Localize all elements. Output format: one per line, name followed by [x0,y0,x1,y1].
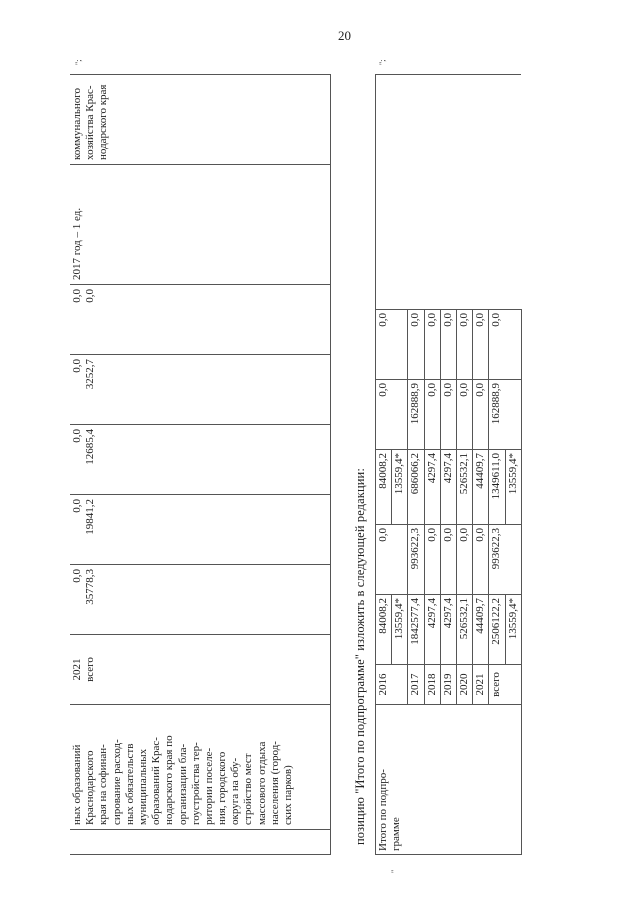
fb-2016: 0,0 [376,525,408,595]
total-2016-b: 13559,4* [392,595,408,665]
kb-2021: 0,0 [71,429,83,443]
total-2017: 1842577,4 [408,595,424,665]
kb-all-b: 13559,4* [505,450,521,525]
mb-all: 162888,9 [489,380,521,450]
event-name-line: ритории поселе- [202,747,215,825]
total-label-line: грамме [390,817,403,851]
event-name-line: населения (город- [268,741,281,825]
event-name-line: ных обязательств [123,743,136,825]
regional-budget-cell [70,425,330,495]
subprogram-table-fragment [70,74,331,855]
fb-all: 993622,3 [489,525,521,595]
event-name-line: ния, городского [216,751,229,825]
event-name-line: гоустройства тер- [189,742,202,825]
event-name-line: стройство мест [242,753,255,825]
vb-2018: 0,0 [424,310,440,380]
event-name-line: округа на обу- [229,757,242,825]
kb-2021: 44409,7 [473,450,489,525]
executor-line: коммунального [71,88,83,160]
event-name-line: ских парков) [282,765,294,825]
event-name-line: организации бла- [176,743,189,825]
kb-all-a: 1349611,0 [489,450,505,525]
kb-2016-b: 13559,4* [392,450,408,525]
total-2021: 44409,7 [473,595,489,665]
event-name-cell [70,705,330,830]
vb-2016: 0,0 [376,310,408,380]
fb-2017: 993622,3 [408,525,424,595]
closing-quote-top: "; [74,59,83,65]
total-all-b: 13559,4* [505,595,521,665]
executor-line: нодарского края [97,84,110,160]
event-name-line: ных образований [71,744,83,825]
mb-2020: 0,0 [456,380,472,450]
kb-all: 12685,4 [84,429,97,465]
year-cell [70,635,330,705]
fb-2019: 0,0 [440,525,456,595]
total-all: 35778,3 [84,569,97,605]
subprogram-total-table [375,74,522,855]
kb-2018: 4297,4 [424,450,440,525]
mb-2021: 0,0 [71,359,83,373]
kb-2017: 686066,2 [408,450,424,525]
index-cell [70,830,330,855]
page-number: 20 [338,28,351,43]
executor-cell [70,75,330,165]
year-2018: 2018 [424,665,440,705]
opening-quote: " [390,869,399,873]
year-total: всего [84,657,97,682]
vb-all: 0,0 [489,310,521,380]
year-2021: 2021 [71,658,83,681]
vb-2019: 0,0 [440,310,456,380]
fb-2018: 0,0 [424,525,440,595]
event-name-line: края на софинан- [97,744,110,825]
year-2017: 2017 [408,665,424,705]
total-2018: 4297,4 [424,595,440,665]
closing-quote-bottom: "; [378,59,387,65]
vb-2021: 0,0 [473,310,489,380]
total-2016-a: 84008,2 [376,595,392,665]
year-total: всего [489,665,521,705]
total-2019: 4297,4 [440,595,456,665]
year-2020: 2020 [456,665,472,705]
extrabudget-cell [70,285,330,355]
total-2020: 526532,1 [456,595,472,665]
result-cell: 2017 год – 1 ед. [70,165,330,285]
event-name-line: муниципальных [136,748,149,825]
event-name-line: Краснодарского [84,750,97,825]
fb-2021: 0,0 [71,499,83,513]
fb-2021: 0,0 [473,525,489,595]
federal-budget-cell [70,495,330,565]
event-name-line: массового отдыха [255,741,268,825]
total-label-line: Итого по подпро- [377,769,389,851]
total-all-a: 2506122,2 [489,595,505,665]
total-label-cell [376,705,522,855]
event-name-line: нодарского края по [163,735,176,825]
kb-2016-a: 84008,2 [376,450,392,525]
intro-text: позицию "Итого по подпрограмме" изложить в следующей редакции: [353,468,367,845]
rotated-content [70,25,570,873]
vb-2017: 0,0 [408,310,424,380]
vb-all: 0,0 [84,289,97,303]
year-2016: 2016 [376,665,408,705]
vb-2021: 0,0 [71,289,83,303]
kb-2020: 526532,1 [456,450,472,525]
empty-cell [376,75,522,310]
total-cell [70,565,330,635]
local-budget-cell [70,355,330,425]
mb-2017: 162888,9 [408,380,424,450]
fb-2020: 0,0 [456,525,472,595]
event-name-line: образований Крас- [150,737,163,825]
year-2021: 2021 [473,665,489,705]
kb-2019: 4297,4 [440,450,456,525]
year-2019: 2019 [440,665,456,705]
vb-2020: 0,0 [456,310,472,380]
event-name-line: сирование расход- [110,739,123,825]
fb-all: 19841,2 [84,499,97,535]
mb-2016: 0,0 [376,380,408,450]
mb-2018: 0,0 [424,380,440,450]
mb-all: 3252,7 [84,359,97,390]
mb-2021: 0,0 [473,380,489,450]
mb-2019: 0,0 [440,380,456,450]
executor-line: хозяйства Крас- [84,85,97,160]
total-2021: 0,0 [71,569,83,583]
